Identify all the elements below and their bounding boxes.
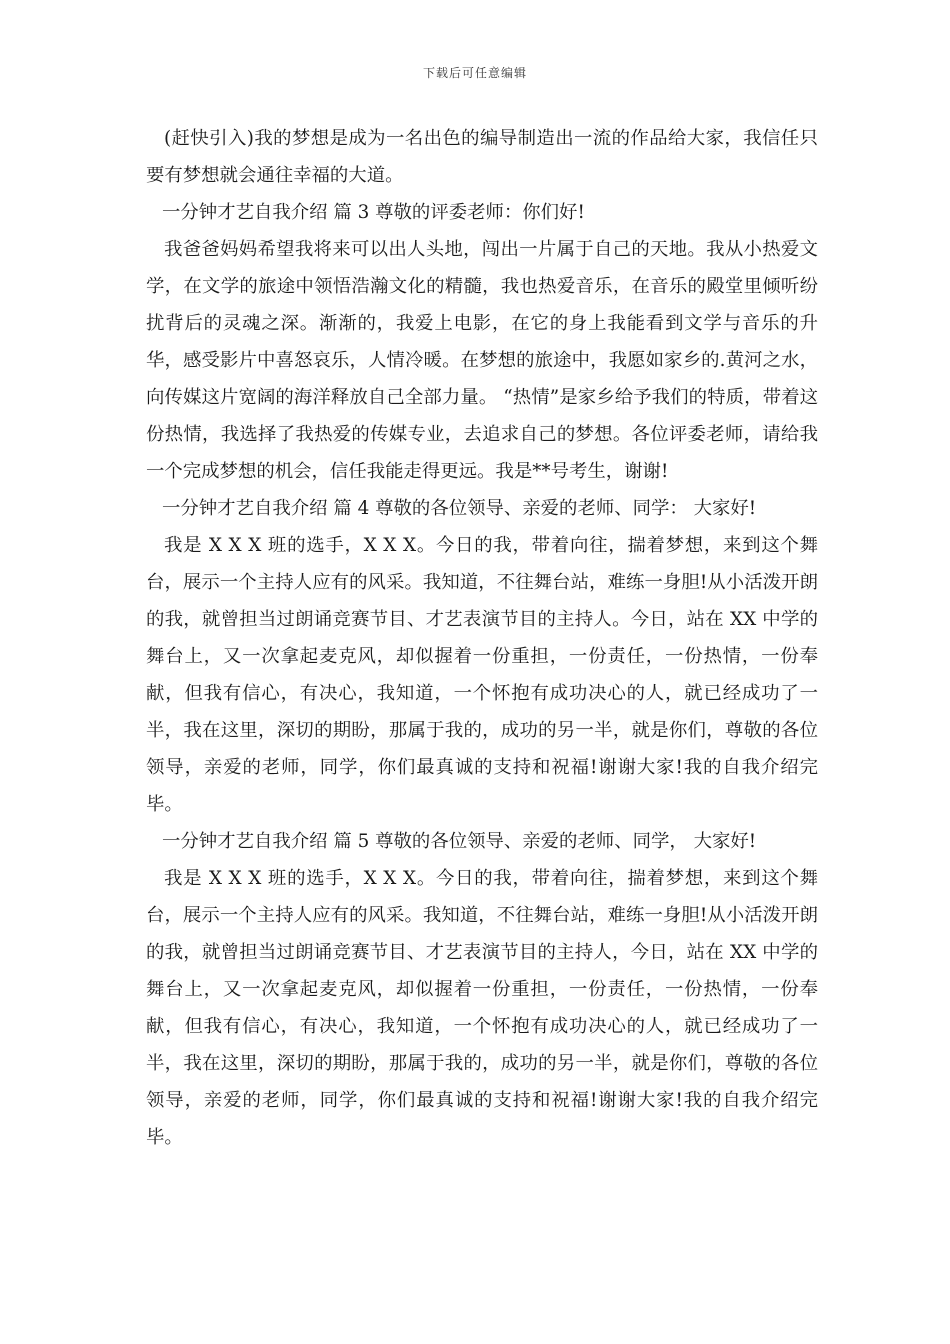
paragraph-intro-ending: (赶快引入)我的梦想是成为一名出色的编导制造出一流的作品给大家，我信任只要有梦想就会通往幸福的大道。	[146, 128, 818, 186]
section-heading-4: 一分钟才艺自我介绍 篇 4 尊敬的各位领导、亲爱的老师、同学： 大家好!	[162, 498, 757, 519]
paragraph-section-3: 我爸爸妈妈希望我将来可以出人头地，闯出一片属于自己的天地。我从小热爱文学，在文学的旅途中领悟浩瀚文化的精髓，我也热爱音乐，在音乐的殿堂里倾听纷扰背后的灵魂之深。渐渐的，我爱上电影，在它的身上我能看到文学与音乐的升华，感受影片中喜怒哀乐，人情冷暖。在梦想的旅途中，我愿如家乡的.黄河之水，向传媒这片宽阔的海洋释放自己全部力量。 “热情”是家乡给予我们的特质，带着这份热情，我选择了我热爱的传媒专业，去追求自己的梦想。各位评委老师，请给我一个完成梦想的机会，信任我能走得更远。我是**号考生，谢谢!	[146, 239, 818, 482]
page-header: 下载后可任意编辑	[422, 66, 527, 80]
paragraph-section-4: 我是 X X X 班的选手，X X X。今日的我，带着向往，揣着梦想，来到这个舞台，展示一个主持人应有的风采。我知道，不往舞台站，难练一身胆!从小活泼开朗的我，就曾担当过朗诵竞赛节目、才艺表演节目的主持人。今日，站在 XX 中学的舞台上，又一次拿起麦克风，却似握着一份重担，一份责任，一份热情，一份奉献，但我有信心，有决心，我知道，一个怀抱有成功决心的人，就已经成功了一半，我在这里，深切的期盼，那属于我的，成功的另一半，就是你们，尊敬的各位领导，亲爱的老师，同学，你们最真诚的支持和祝福!谢谢大家!我的自我介绍完毕。	[146, 535, 818, 815]
document-body	[146, 120, 818, 1156]
section-heading-5: 一分钟才艺自我介绍 篇 5 尊敬的各位领导、亲爱的老师、同学， 大家好!	[162, 831, 757, 852]
paragraph-section-5: 我是 X X X 班的选手，X X X。今日的我，带着向往，揣着梦想，来到这个舞台，展示一个主持人应有的风采。我知道，不往舞台站，难练一身胆!从小活泼开朗的我，就曾担当过朗诵竞赛节目、才艺表演节目的主持人，今日，站在 XX 中学的舞台上，又一次拿起麦克风，却似握着一份重担，一份责任，一份热情，一份奉献，但我有信心，有决心，我知道，一个怀抱有成功决心的人，就已经成功了一半，我在这里，深切的期盼，那属于我的，成功的另一半，就是你们，尊敬的各位领导，亲爱的老师，同学，你们最真诚的支持和祝福!谢谢大家!我的自我介绍完毕。	[146, 868, 818, 1148]
section-heading-3: 一分钟才艺自我介绍 篇 3 尊敬的评委老师：你们好!	[162, 202, 585, 223]
